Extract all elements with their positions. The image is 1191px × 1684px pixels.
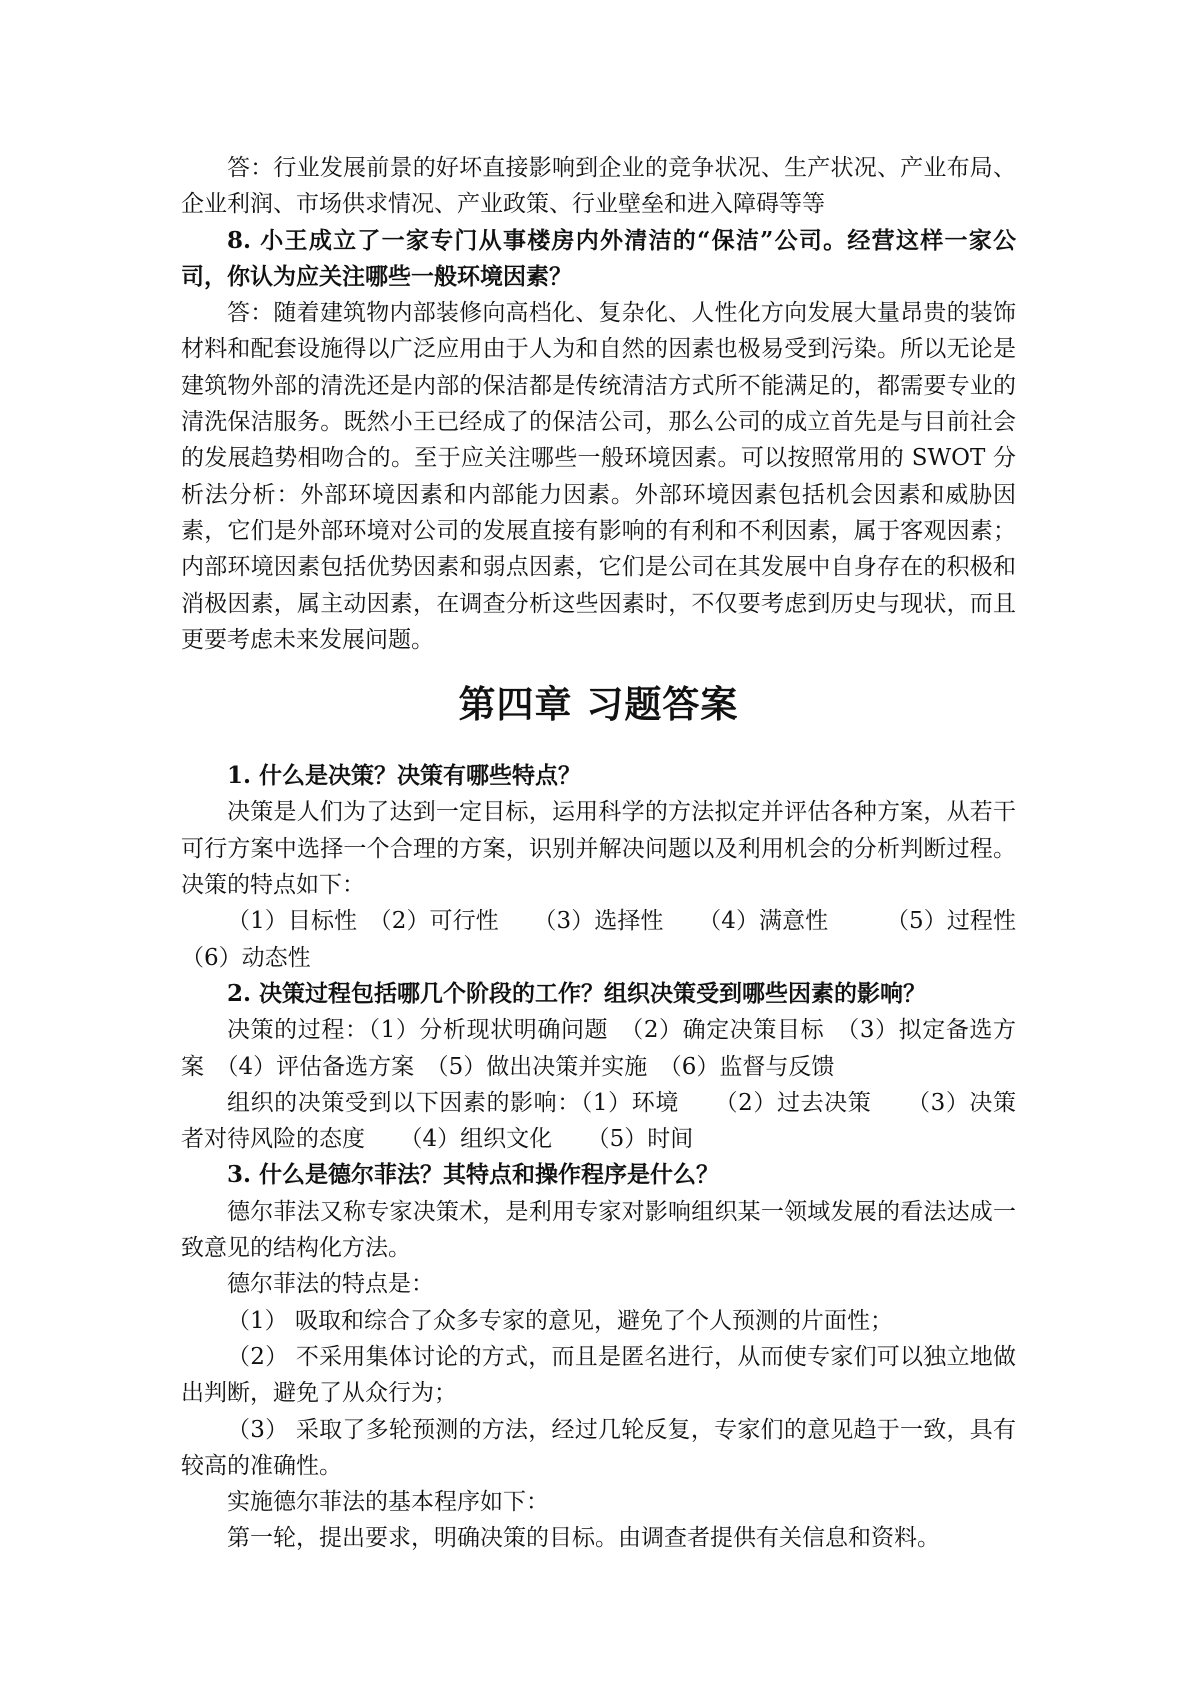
answer-paragraph: 决策是人们为了达到一定目标，运用科学的方法拟定并评估各种方案，从若干可行方案中选择一个合理的方案，识别并解决问题以及利用机会的分析判断过程。决策的特点如下： — [181, 799, 1016, 899]
question-heading: 1. 什么是决策？决策有哪些特点？ — [227, 762, 582, 790]
answer-paragraph: 答：行业发展前景的好坏直接影响到企业的竞争状况、生产状况、产业布局、企业利润、市场供求情况、产业政策、行业壁垒和进入障碍等等 — [181, 155, 1016, 218]
list-item: （3） 采取了多轮预测的方法，经过几轮反复，专家们的意见趋于一致，具有较高的准确性。 — [181, 1416, 1016, 1479]
question-heading: 8. 小王成立了一家专门从事楼房内外清洁的“保洁”公司。经营这样一家公司，你认为应关注哪些一般环境因素？ — [181, 226, 1016, 290]
answer-paragraph: 实施德尔菲法的基本程序如下： — [227, 1489, 549, 1516]
answer-paragraph: 第一轮，提出要求，明确决策的目标。由调查者提供有关信息和资料。 — [227, 1525, 940, 1552]
answer-paragraph: 德尔菲法又称专家决策术，是利用专家对影响组织某一领域发展的看法达成一致意见的结构化方法。 — [181, 1198, 1016, 1262]
answer-paragraph: 德尔菲法的特点是： — [227, 1271, 434, 1298]
document-page — [181, 150, 1062, 1557]
list-item: （2） 不采用集体讨论的方式，而且是匿名进行，从而使专家们可以独立地做出判断，避免了从众行为； — [181, 1343, 1016, 1407]
list-item: （1） 吸取和综合了众多专家的意见，避免了个人预测的片面性； — [227, 1307, 893, 1334]
question-heading: 2. 决策过程包括哪几个阶段的工作？组织决策受到哪些因素的影响？ — [227, 979, 927, 1007]
answer-paragraph: 答：随着建筑物内部装修向高档化、复杂化、人性化方向发展大量昂贵的装饰材料和配套设施得以广泛应用由于人为和自然的因素也极易受到污染。所以无论是建筑物外部的清洗还是内部的保洁都是传统清洁方式所不能满足的，都需要专业的清洗保洁服务。既然小王已经成了的保洁公司，那么公司的成立首先是与目前社会的发展趋势相吻合的。至于应关注哪些一般环境因素。可以按照常用的 SWOT 分析法分析：外部环境因素和内部能力因素。外部环境因素包括机会因素和威胁因素，它们是外部环境对公司的发展直接有影响的有利和不利因素，属于客观因素；内部环境因素包括优势因素和弱点因素，它们是公司在其发展中自身存在的积极和消极因素，属主动因素，在调查分析这些因素时，不仅要考虑到历史与现状，而且更要考虑未来发展问题。 — [181, 300, 1016, 653]
answer-paragraph: 组织的决策受到以下因素的影响：（1）环境 （2）过去决策 （3）决策者对待风险的态度 （4）组织文化 （5）时间 — [181, 1089, 1016, 1153]
answer-list-line: （1）目标性 （2）可行性 （3）选择性 （4）满意性 （5）过程性 （6）动态性 — [181, 908, 1062, 971]
chapter-title: 第四章 习题答案 — [458, 683, 739, 727]
answer-paragraph: 决策的过程：（1）分析现状明确问题 （2）确定决策目标 （3）拟定备选方案 （4）评估备选方案 （5）做出决策并实施 （6）监督与反馈 — [181, 1017, 1016, 1080]
question-heading: 3. 什么是德尔菲法？其特点和操作程序是什么？ — [227, 1161, 720, 1189]
